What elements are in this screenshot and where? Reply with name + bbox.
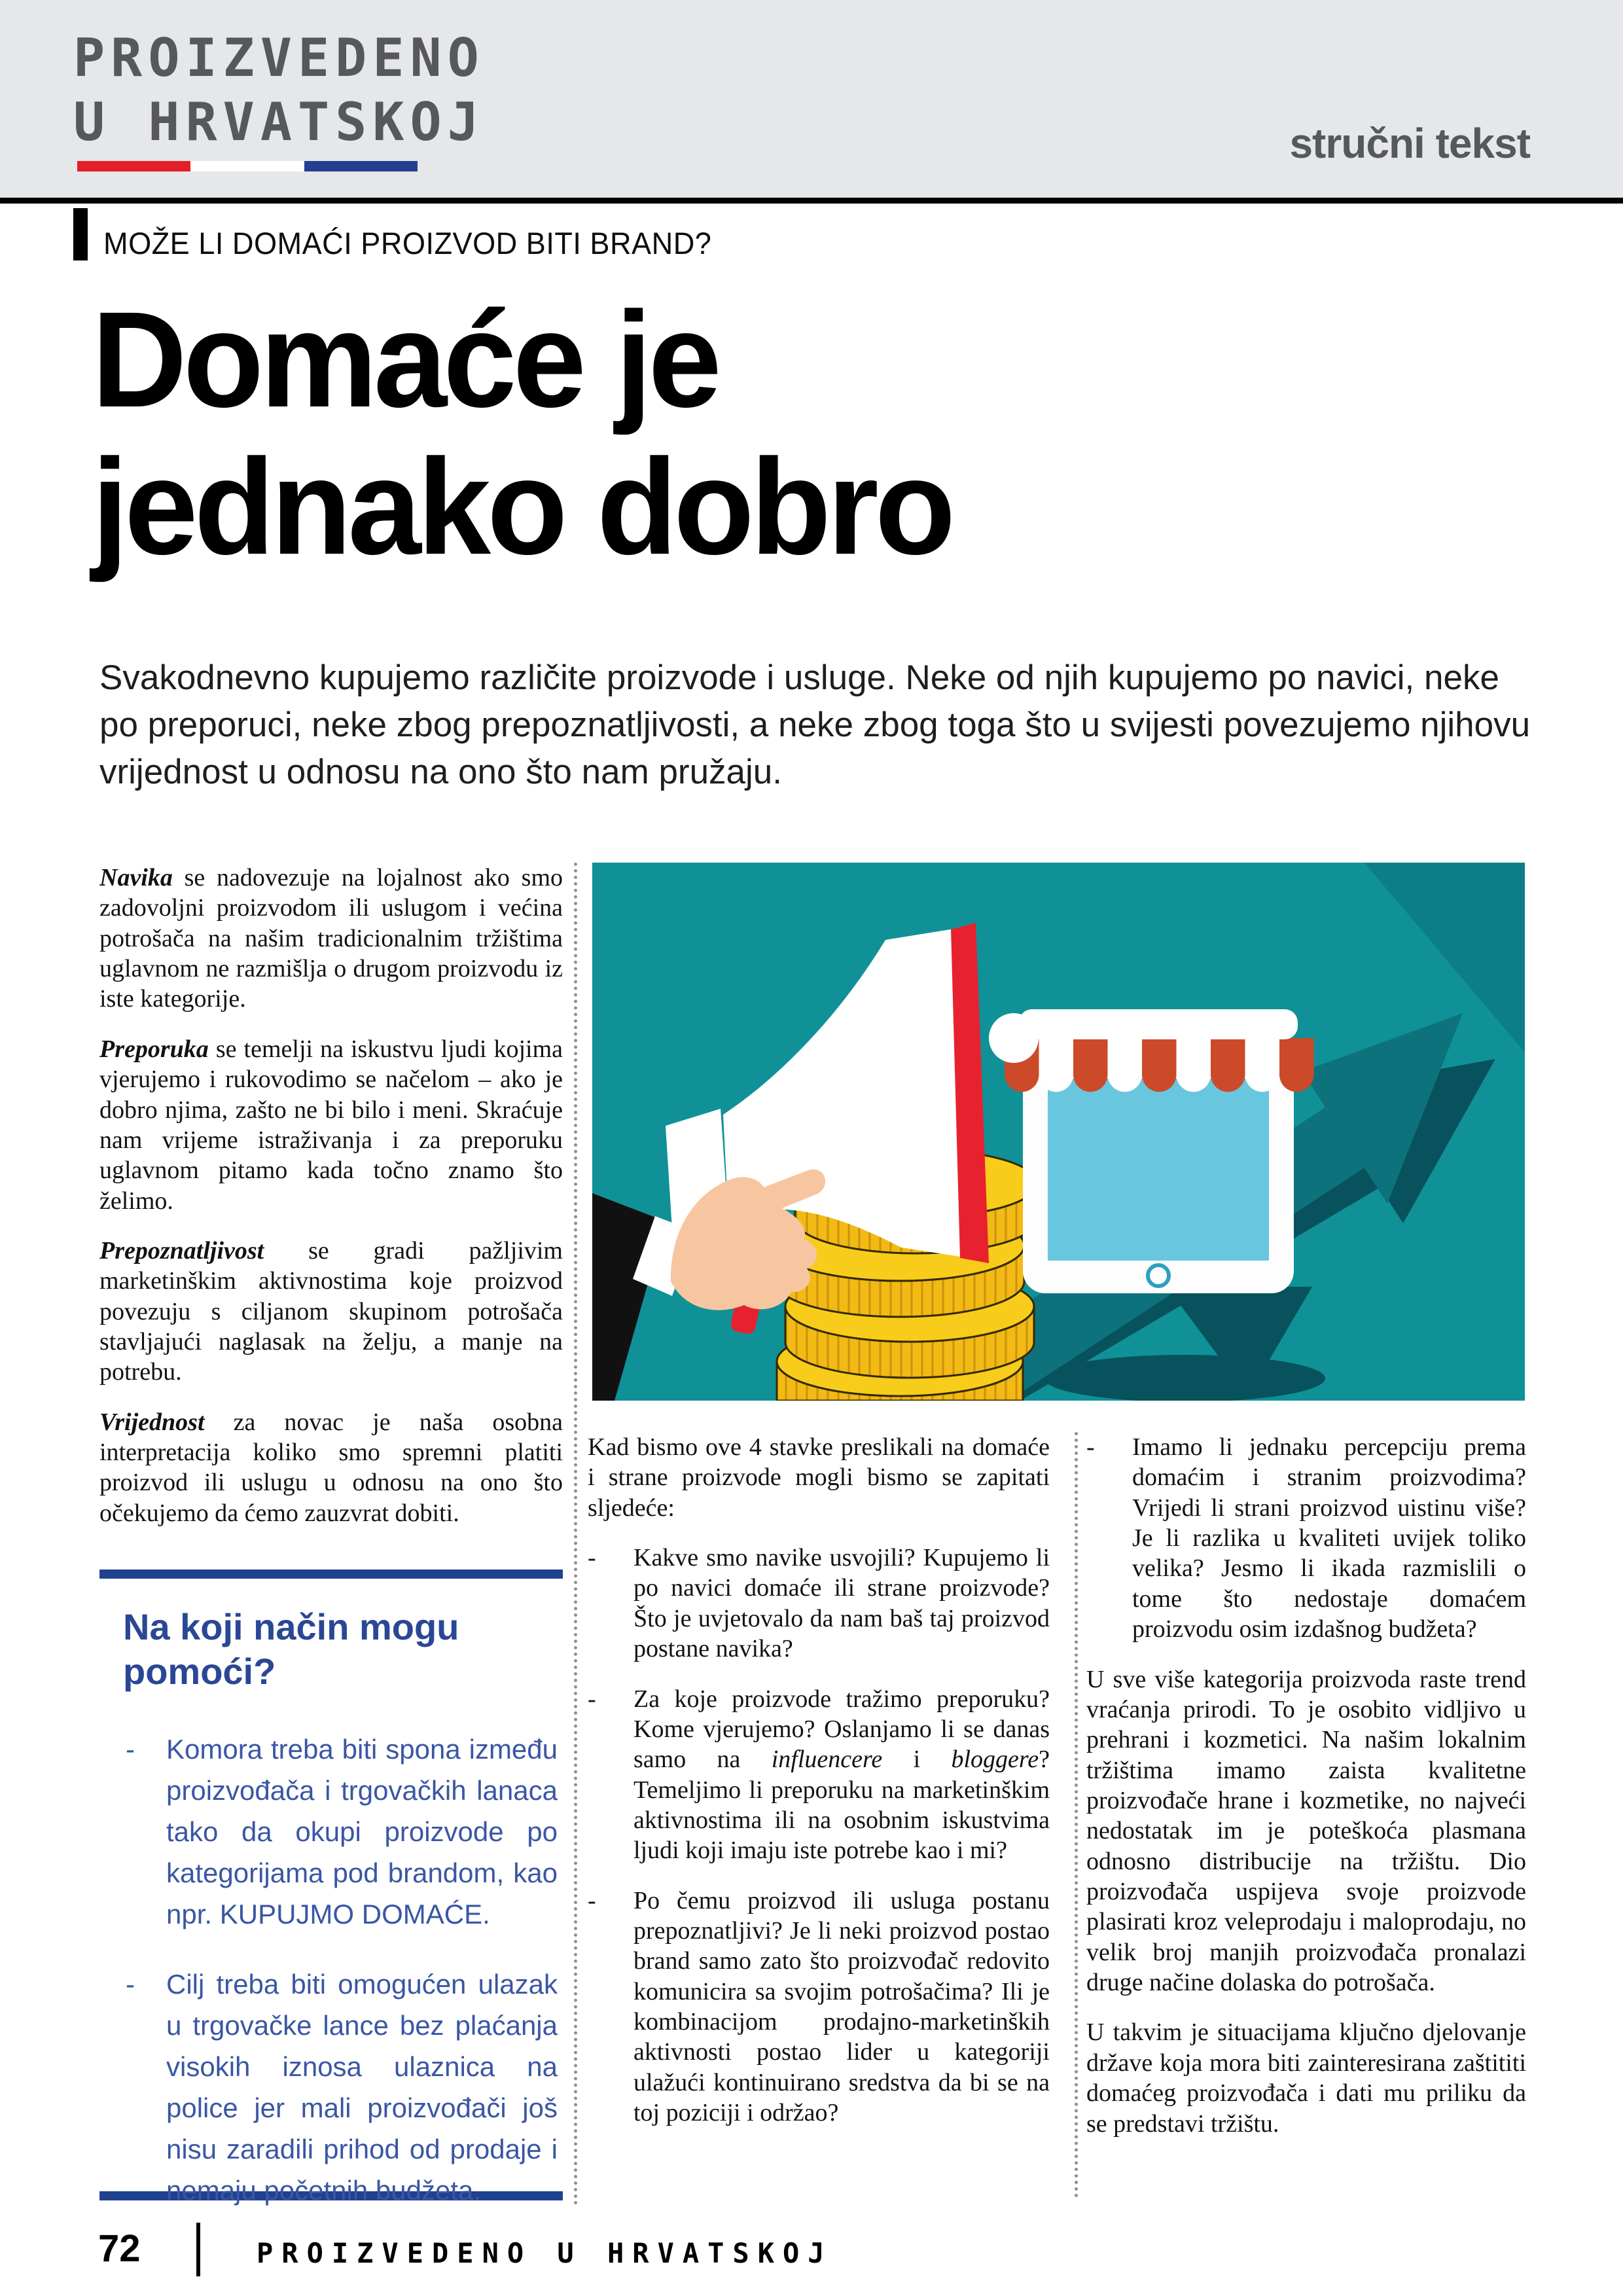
question-text: Imamo li jednaku percepciju prema domaćim i stranim proizvodima? Vrijedi li strani proizvod uistinu više? Je li razlika u kvaliteti uvijek toliko velika? Jesmo li ikada razmislili o tome što nedostaje domaćem proizvodu osim izdašnog budžeta? <box>1132 1433 1526 1643</box>
kicker: MOŽE LI DOMAĆI PROIZVOD BITI BRAND? <box>103 226 712 260</box>
body-paragraph <box>99 1034 563 1216</box>
flag-white-segment <box>190 161 304 171</box>
footer-magazine-title: PROIZVEDENO U HRVATSKOJ <box>257 2237 833 2269</box>
italic-term: influencere <box>771 1746 883 1774</box>
list-dash: - <box>588 1544 596 1572</box>
question-text: Po čemu proizvod ili usluga postanu prepoznatljivi? Je li neki proizvod postao brand samo zato što proizvođač redovito komunicira sa svojim potrošačima? Ili je kombinacijom prodajno-marketinških aktivnosti postao lider u kategoriji ulažući kontinuirano sredstva da bi se na toj poziciji i održao? <box>633 1886 1050 2127</box>
intro-line-3: vrijednost u odnosu na ono što nam pružaju. <box>99 753 782 792</box>
help-box <box>99 1570 563 2206</box>
question-text-part: i <box>882 1746 952 1774</box>
help-box-heading <box>123 1605 563 1695</box>
right-column <box>1086 1432 1526 2159</box>
help-heading-line-1: Na koji način mogu <box>123 1606 459 1647</box>
intro-line-1: Svakodnevno kupujemo različite proizvode i usluge. Neke od njih kupujemo po navici, neke <box>99 658 1499 697</box>
flag-red-segment <box>77 161 190 171</box>
article-title <box>92 284 952 583</box>
intro-line-2: po preporuci, neke zbog prepoznatljivosti, a neke zbog toga što u svijesti povezujemo njihovu <box>99 706 1531 745</box>
list-dash: - <box>588 1685 596 1713</box>
italic-term: bloggere <box>951 1746 1039 1774</box>
paragraph-text: se gradi pažljivim marketinškim aktivnostima koje proizvod povezuju s ciljanom skupinom potrošača stavljajući naglasak na želju, a manje na potrebu. <box>99 1236 563 1386</box>
list-dash: - <box>126 1733 135 1765</box>
paragraph-text: se nadovezuje na lojalnost ako smo zadovoljni proizvodom ili uslugom i većina potrošača na našim tradicionalnim tržištima uglavnom ne razmišlja o drugom proizvodu iz iste kategorije. <box>99 864 563 1013</box>
header-band <box>0 0 1623 198</box>
body-paragraph <box>99 1236 563 1388</box>
question-text-part: ? Temeljimo li preporuku na marketinškim aktivnostima ili na osobnim iskustvima ljudi koji imaju iste potrebe kao i mi? <box>633 1746 1050 1865</box>
logo-line-2: U HRVATSKOJ <box>73 91 485 152</box>
section-tag: stručni tekst <box>1289 120 1530 167</box>
middle-column <box>588 1432 1050 2148</box>
help-heading-line-2: pomoći? <box>123 1651 276 1693</box>
tablet-store-icon <box>1005 1009 1314 1293</box>
logo-line-1: PROIZVEDENO <box>73 27 485 88</box>
body-paragraph <box>99 863 563 1014</box>
left-column <box>99 863 563 1548</box>
header-rule <box>0 198 1623 204</box>
list-item <box>126 1729 558 1935</box>
paragraph-lead: Navika <box>99 864 173 891</box>
question-text-part: Za koje proizvode tražimo preporuku? Kome vjerujemo? Oslanjamo li se danas samo na <box>633 1685 1050 1774</box>
help-box-list <box>99 1729 563 2211</box>
intro-deck <box>99 655 1598 796</box>
footer-divider <box>196 2223 200 2276</box>
list-item-text: Komora treba biti spona između proizvođača i trgovačkih lanaca tako da okupi proizvode po kategorijama pod brandom, kao npr. KUPUJMO DOMAĆE. <box>166 1733 558 1929</box>
column-separator <box>574 863 577 2206</box>
column-separator <box>1075 1432 1078 2198</box>
magazine-logo <box>73 26 485 154</box>
body-paragraph: Kad bismo ove 4 stavke preslikali na domaće i strane proizvode mogli bismo se zapitati sljedeće: <box>588 1433 1050 1522</box>
marketing-illustration <box>592 863 1525 1401</box>
croatia-flag-bar <box>77 161 418 171</box>
question-text: Kakve smo navike usvojili? Kupujemo li po navici domaće ili strane proizvode? Što je uvjetovalo da nam baš taj proizvod postane navika? <box>633 1544 1050 1663</box>
paragraph-text: za novac je naša osobna interpretacija koliko smo spremni platiti proizvod ili uslugu u odnosu na ono što očekujemo da ćemo zauzvrat dobiti. <box>99 1408 563 1527</box>
paragraph-lead: Preporuka <box>99 1035 209 1063</box>
list-item <box>126 1964 558 2211</box>
kicker-bar <box>73 208 88 260</box>
question-item <box>588 1543 1050 1664</box>
list-dash: - <box>588 1886 596 1914</box>
list-dash: - <box>126 1968 135 2000</box>
body-paragraph: U takvim je situacijama ključno djelovanje države koja mora biti zainteresirana zaštititi domaćeg proizvođača i dati mu priliku da se predstavi tržištu. <box>1086 2018 1526 2138</box>
title-line-1: Domaće je <box>92 284 718 436</box>
paragraph-lead: Vrijednost <box>99 1408 205 1436</box>
list-dash: - <box>1086 1433 1095 1461</box>
question-text <box>633 1685 1050 1865</box>
question-item <box>1086 1432 1526 1645</box>
store-awning-icon <box>1005 1009 1314 1092</box>
title-line-2: jednako dobro <box>92 431 952 583</box>
page-number: 72 <box>98 2227 141 2270</box>
body-paragraph: U sve više kategorija proizvoda raste trend vraćanja prirodi. To je osobito vidljivo u prehrani i kozmetici. Na našim lokalnim tržištima imamo zaista kvalitetne proizvođače hrane i kozmetike, no najveći nedostatak im je poteškoća plasmana odnosno distribucije na tržištu. Dio proizvođača uspijeva svoje proizvode plasirati kroz veleprodaju i maloprodaju, no velik broj manjih proizvođača pronalazi druge načine dolaska do potrošača. <box>1086 1665 1526 1997</box>
body-paragraph <box>99 1407 563 1528</box>
question-item <box>588 1886 1050 2128</box>
question-item <box>588 1684 1050 1866</box>
list-item-text: Cilj treba biti omogućen ulazak u trgovačke lance bez plaćanja visokih iznosa ulaznica na police jer mali proizvođači još nisu zaradili prihod od prodaje i nemaju početnih budžeta. <box>166 1968 558 2206</box>
paragraph-text: se temelji na iskustvu ljudi kojima vjerujemo i rukovodimo se načelom – ako je dobro njima, zašto ne bi bilo i meni. Skraćuje nam vrijeme istraživanja i za preporuku uglavnom pitamo kada točno znamo što želimo. <box>99 1035 563 1215</box>
paragraph-lead: Prepoznatljivost <box>99 1236 264 1265</box>
flag-blue-segment <box>304 161 418 171</box>
